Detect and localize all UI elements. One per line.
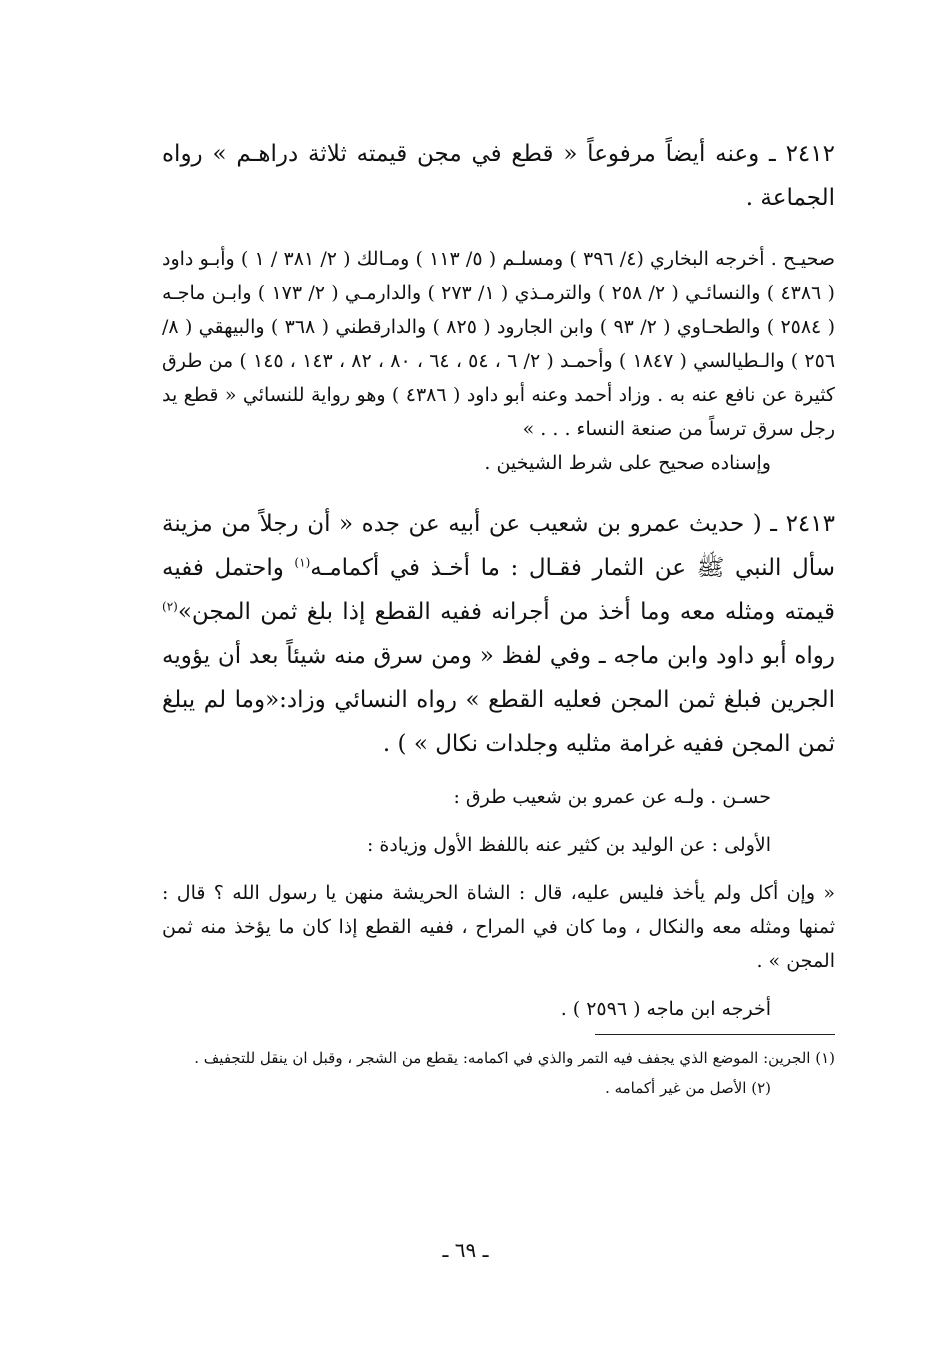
footnote-divider: [595, 1034, 835, 1035]
hasan-grading: حسـن . ولـه عن عمرو بن شعيب طرق :: [453, 786, 771, 808]
first-chain: الأولى : عن الوليد بن كثير عنه باللفظ الأول وزيادة :: [366, 834, 771, 856]
hadith-2413-part-2: واحتمل ففيه قيمته ومثله معه وما أخذ من أجرانه ففيه القطع إذا بلغ ثمن المجن»: [162, 555, 835, 625]
hadith-2413: [162, 502, 835, 766]
page-number: ـ ٦٩ ـ: [442, 1238, 489, 1262]
footnotes: [162, 1043, 835, 1103]
footnote-1: (١) الجرين: الموضع الذي يجفف فيه التمر والذي في اكمامه: يقطع من الشجر ، وقبل ان ينقل للتجفيف .: [194, 1049, 835, 1067]
hadith-2412: ٢٤١٢ ـ وعنه أيضاً مرفوعاً « قطع في مجن قيمته ثلاثة دراهـم » رواه الجماعة .: [162, 141, 835, 211]
additional-wording: « وإن أكل ولم يأخذ فليس عليه، قال : الشاة الحريشة منهن يا رسول الله ؟ قال : ثمنها ومثله معه والنكال ، وما كان في المراح ، ففيه القطع إذا كان ما يؤخذ منه ثمن المجن » .: [162, 882, 835, 972]
footnote-2: (٢) الأصل من غير أكمامه .: [605, 1079, 771, 1097]
hadith-2413-part-1: ٢٤١٣ ـ ( حديث عمرو بن شعيب عن أبيه عن جده « أن رجلاً من مزينة سأل النبي ﷺ عن الثمار فقـال : ما أخـذ في أكمامـه: [162, 511, 835, 581]
takhrij-2412: صحيـح . أخرجه البخاري (٤/ ٣٩٦ ) ومسلـم ( ٥/ ١١٣ ) ومـالك ( ٢/ ٣٨١ / ١ ) وأبـو داود ( ٤٣٨٦ ) والنسائـي ( ٢/ ٢٥٨ ) والترمـذي ( ١/ ٢٧٣ ) والدارمـي ( ٢/ ١٧٣ ) وابـن ماجـه ( ٢٥٨٤ ) والطحـاوي ( ٢/ ٩٣ ) وابن الجارود ( ٨٢٥ ) والدارقطني ( ٣٦٨ ) والبيهقي ( ٨/ ٢٥٦ ) والـطيالسي ( ١٨٤٧ ) وأحمـد ( ٢/ ٦ ، ٥٤ ، ٦٤ ، ٨٠ ، ٨٢ ، ١٤٣ ، ١٤٥ ) من طرق كثيرة عن نافع عنه به . وزاد أحمد وعنه أبو داود ( ٤٣٨٦ ) وهو رواية للنسائي « قطع يد رجل سرق ترساً من صنعة النساء . . . »: [162, 248, 836, 440]
footnote-marker-1: (١): [294, 555, 311, 570]
ibn-majah-reference: أخرجه ابن ماجه ( ٢٥٩٦ ) .: [560, 998, 771, 1020]
footnote-marker-2: (٢): [162, 599, 178, 614]
hadith-2413-part-3: رواه أبو داود وابن ماجه ـ وفي لفظ « ومن سرق منه شيئاً بعد أن يؤويه الجرين فبلغ ثمن المجن فعليه القطع » رواه النسائي وزاد:«وما لم يبلغ ثمن المجن ففيه غرامة مثليه وجلدات نكال » ) .: [162, 643, 835, 757]
isnad-note: وإسناده صحيح على شرط الشيخين .: [484, 452, 771, 474]
